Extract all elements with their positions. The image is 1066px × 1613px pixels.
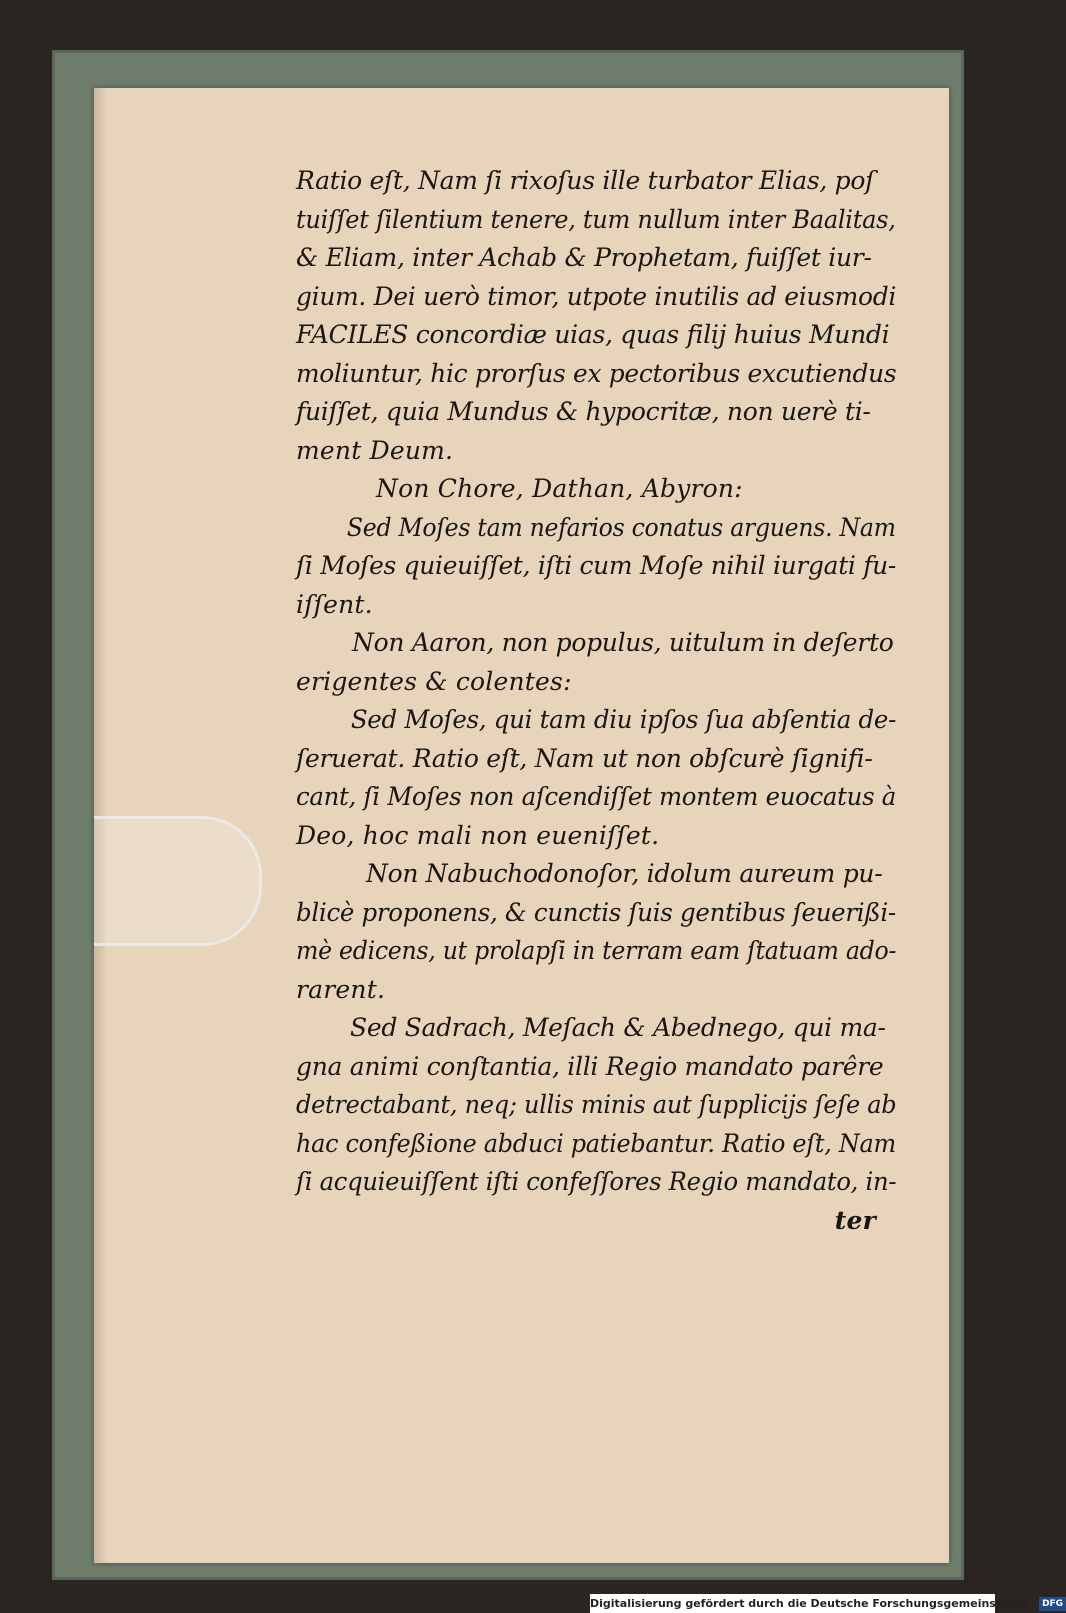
text-line: gium. Dei uerò timor, utpote inutilis ad eiusmodi bbox=[296, 281, 897, 311]
page-text-block bbox=[296, 162, 896, 1240]
text-line: rarent. bbox=[296, 974, 386, 1004]
text-line: FACILES concordiæ uias, quas filij huius Mundi bbox=[296, 320, 890, 349]
text-line: Non Nabuchodonoſor, idolum aureum pu- bbox=[366, 859, 883, 888]
text-line: Non Aaron, non populus, uitulum in deſerto bbox=[352, 628, 894, 657]
digitization-credit-footer bbox=[590, 1594, 1064, 1613]
text-line: ſi acquieuiſſent iſti confeſſores Regio mandato, in- bbox=[296, 1167, 897, 1196]
text-line: erigentes & colentes: bbox=[296, 666, 572, 696]
text-line: Deo, hoc mali non eueniſſet. bbox=[296, 820, 660, 850]
text-line: iſſent. bbox=[296, 589, 373, 619]
text-line: Sed Moſes, qui tam diu ipſos ſua abſentia de- bbox=[350, 705, 897, 734]
text-line: blicè proponens, & cunctis ſuis gentibus ſeuerißi- bbox=[296, 897, 896, 927]
text-line: detrectabant, neq; ullis minis aut ſupplicijs ſeſe ab bbox=[296, 1090, 897, 1119]
footer-text: Digitalisierung gefördert durch die Deutsche Forschungsgemeinschaft - bbox=[590, 1597, 1037, 1610]
dfg-logo: DFG bbox=[1039, 1597, 1066, 1611]
text-line: ſi Moſes quieuiſſet, iſti cum Moſe nihil iurgati fu- bbox=[296, 551, 897, 580]
text-line: hac confeßione abduci patiebantur. Ratio eſt, Nam bbox=[296, 1128, 896, 1158]
text-line: tuiſſet ſilentium tenere, tum nullum inter Baalitas, bbox=[296, 204, 896, 234]
text-line: cant, ſi Moſes non aſcendiſſet montem euocatus à bbox=[296, 782, 897, 811]
text-line: Sed Moſes tam nefarios conatus arguens. Nam bbox=[346, 512, 896, 542]
text-line: moliuntur, hic prorſus ex pectoribus excutiendus bbox=[296, 358, 897, 388]
text-line: & Eliam, inter Achab & Prophetam, fuiſſet iur- bbox=[296, 243, 872, 272]
section-heading: Non Chore, Dathan, Abyron: bbox=[376, 474, 743, 503]
text-line: ment Deum. bbox=[296, 435, 454, 465]
text-line: fuiſſet, quia Mundus & hypocritæ, non uerè ti- bbox=[296, 397, 871, 426]
text-line: gna animi conſtantia, illi Regio mandato parêre bbox=[296, 1051, 884, 1081]
text-line: mè edicens, ut prolapſi in terram eam ſtatuam ado- bbox=[296, 936, 897, 965]
plastic-page-clip bbox=[94, 816, 262, 946]
catchword: ter bbox=[834, 1205, 876, 1235]
text-line: Sed Sadrach, Meſach & Abednego, qui ma- bbox=[350, 1013, 886, 1042]
text-line: Ratio eſt, Nam ſi rixoſus ille turbator Elias, poſ bbox=[296, 166, 875, 195]
text-line: ſeruerat. Ratio eſt, Nam ut non obſcurè ſignifi- bbox=[296, 743, 873, 773]
